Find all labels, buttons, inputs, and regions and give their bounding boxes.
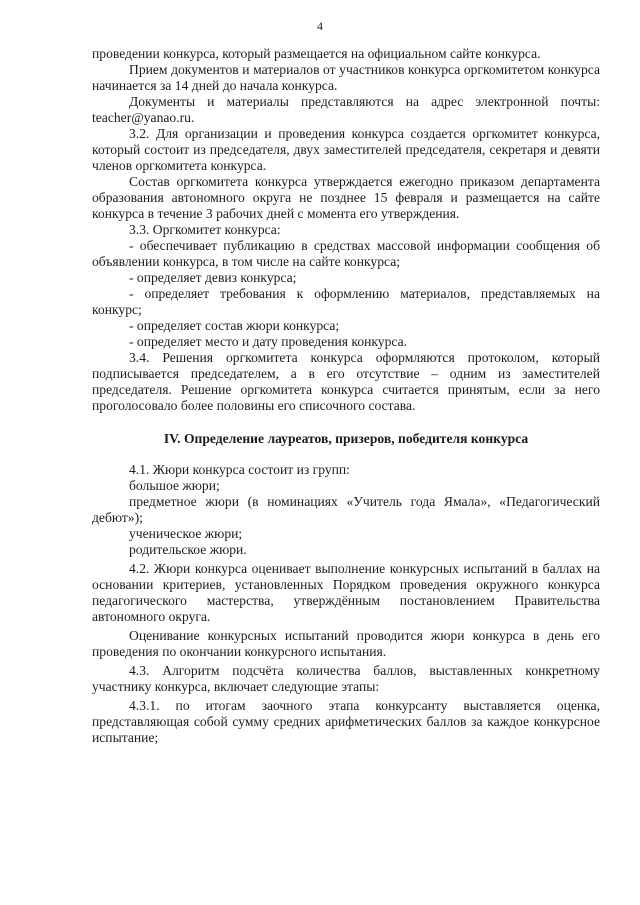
list-item: предметное жюри (в номинациях «Учитель года Ямала», «Педагогический дебют»); — [92, 494, 600, 525]
page-number: 4 — [317, 19, 323, 33]
list-item: большое жюри; — [129, 478, 220, 493]
paragraph: 3.4. Решения оргкомитета конкурса оформляются протоколом, который подписывается председателем, а в его отсутствие – одним из заместителей председателя. Решение оргкомитета конкурса считается принятым, если за него проголосовало более половины его списочного состава. — [92, 350, 600, 413]
paragraph: Прием документов и материалов от участников конкурса оргкомитетом конкурса начинается за 14 дней до начала конкурса. — [92, 62, 600, 93]
paragraph: 4.3.1. по итогам заочного этапа конкурсанту выставляется оценка, представляющая собой сумму средних арифметических баллов за каждое конкурсное испытание; — [92, 698, 600, 745]
section-heading: IV. Определение лауреатов, призеров, победителя конкурса — [163, 431, 529, 446]
paragraph: 4.3. Алгоритм подсчёта количества баллов, выставленных конкретному участнику конкурса, включает следующие этапы: — [92, 663, 600, 694]
paragraph: 4.2. Жюри конкурса оценивает выполнение конкурсных испытаний в баллах на основании критериев, установленных Порядком проведения окружного конкурса педагогического мастерства, утверждённым постановлением Правительства автономного округа. — [92, 561, 600, 624]
paragraph: Оценивание конкурсных испытаний проводится жюри конкурса в день его проведения по окончании конкурсного испытания. — [92, 628, 600, 659]
list-item: родительское жюри. — [129, 542, 247, 557]
paragraph: 4.1. Жюри конкурса состоит из групп: — [129, 462, 350, 477]
paragraph: 3.2. Для организации и проведения конкурса создается оргкомитет конкурса, который состоит из председателя, двух заместителей председателя, секретаря и девяти членов оргкомитета конкурса. — [92, 126, 600, 173]
paragraph: Состав оргкомитета конкурса утверждается ежегодно приказом департамента образования автономного округа не позднее 15 февраля и размещается на сайте конкурса в течение 3 рабочих дней с момента его утверждения. — [92, 174, 600, 221]
list-item: ученическое жюри; — [129, 526, 243, 541]
paragraph: проведении конкурса, который размещается на официальном сайте конкурса. — [92, 46, 541, 61]
paragraph: 3.3. Оргкомитет конкурса: — [129, 222, 281, 237]
list-item: - определяет требования к оформлению материалов, представляемых на конкурс; — [92, 286, 600, 317]
list-item: - определяет место и дату проведения конкурса. — [129, 334, 408, 349]
document-body — [92, 46, 600, 746]
list-item: - обеспечивает публикацию в средствах массовой информации сообщения об объявлении конкурса, в том числе на сайте конкурса; — [92, 238, 600, 269]
list-item: - определяет девиз конкурса; — [129, 270, 297, 285]
paragraph: Документы и материалы представляются на адрес электронной почты: teacher@yanao.ru. — [92, 94, 600, 125]
list-item: - определяет состав жюри конкурса; — [129, 318, 340, 333]
